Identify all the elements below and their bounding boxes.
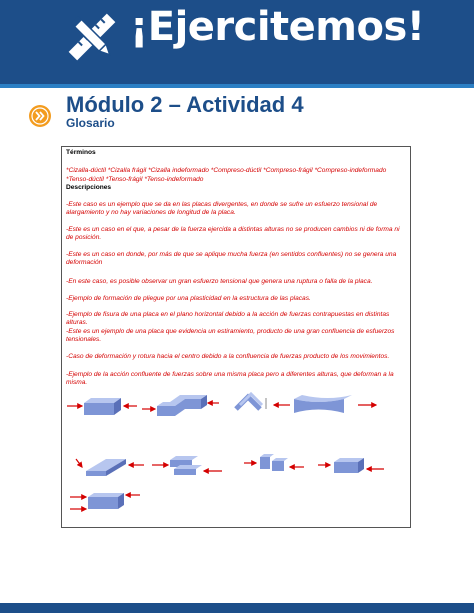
- descriptions-heading: Descripciones: [66, 184, 112, 191]
- chevron-right-circle-icon: [28, 104, 52, 128]
- diagram-intact-compression: [67, 398, 137, 415]
- deformation-diagrams: [62, 147, 410, 527]
- diagram-undeformed-block: [318, 458, 384, 473]
- description-8: -Caso de deformación y rotura hacia el centro debido a la confluencia de fuerzas producto de los movimientos.: [66, 353, 390, 360]
- diagram-center-rupture: [244, 454, 304, 471]
- diagram-fold: [236, 394, 266, 409]
- diagram-shear-plate: [76, 459, 144, 476]
- terms-heading: Términos: [66, 149, 96, 156]
- banner-divider: [0, 84, 474, 88]
- description-1: -Este caso es un ejemplo que se da en las placas divergentes, en donde se sufre un esfuerzo tensional de alargamiento y no hay variaciones de longitud de la placa.: [66, 201, 378, 217]
- footer-bar: [0, 603, 474, 613]
- diagram-stacked-shear: [70, 493, 140, 509]
- description-2: -Este es un caso en el que, a pesar de la fuerza ejercida a distintas alturas no se producen cambios ni de forma ni de posición.: [66, 226, 400, 242]
- description-3: -Este es un caso en donde, por más de que se aplique mucha fuerza (en sentidos confluentes) no se genera una deformación: [66, 251, 397, 267]
- module-subtitle: Glosario: [66, 116, 115, 130]
- pencil-ruler-icon: [62, 8, 122, 66]
- glossary-box: [61, 146, 411, 528]
- header-banner: [0, 0, 474, 84]
- diagram-offset-fault: [142, 395, 219, 416]
- terms-list-line-1: *Cizalla-dúctil *Cizalla frágil *Cizalla indeformado *Compreso-dúctil *Compreso-frágil *Compreso-indeformado: [66, 167, 387, 174]
- description-4: -En este caso, es posible observar un gran esfuerzo tensional que genera una ruptura o falla de la placa.: [66, 278, 373, 285]
- description-7: -Este es un ejemplo de una placa que evidencia un estiramiento, producto de una gran confluencia de esfuerzos tensionales.: [66, 328, 395, 344]
- description-5: -Ejemplo de formación de pliegue por una plasticidad en la estructura de las placas.: [66, 295, 311, 302]
- banner-title: ¡Ejercitemos!: [130, 4, 425, 50]
- diagram-stretching: [274, 395, 376, 413]
- module-title: Módulo 2 – Actividad 4: [66, 92, 304, 117]
- terms-list-line-2: *Tenso-dúctil *Tenso-frágil *Tenso-indeformado: [66, 176, 204, 183]
- description-9: -Ejemplo de la acción confluente de fuerzas sobre una misma placa pero a diferentes alturas, que deforman a la misma.: [66, 371, 394, 387]
- description-6: -Ejemplo de fisura de una placa en el plano horizontal debido a la acción de fuerzas contrapuestas en distintas alturas.: [66, 311, 390, 327]
- diagram-horizontal-fissure: [152, 456, 222, 475]
